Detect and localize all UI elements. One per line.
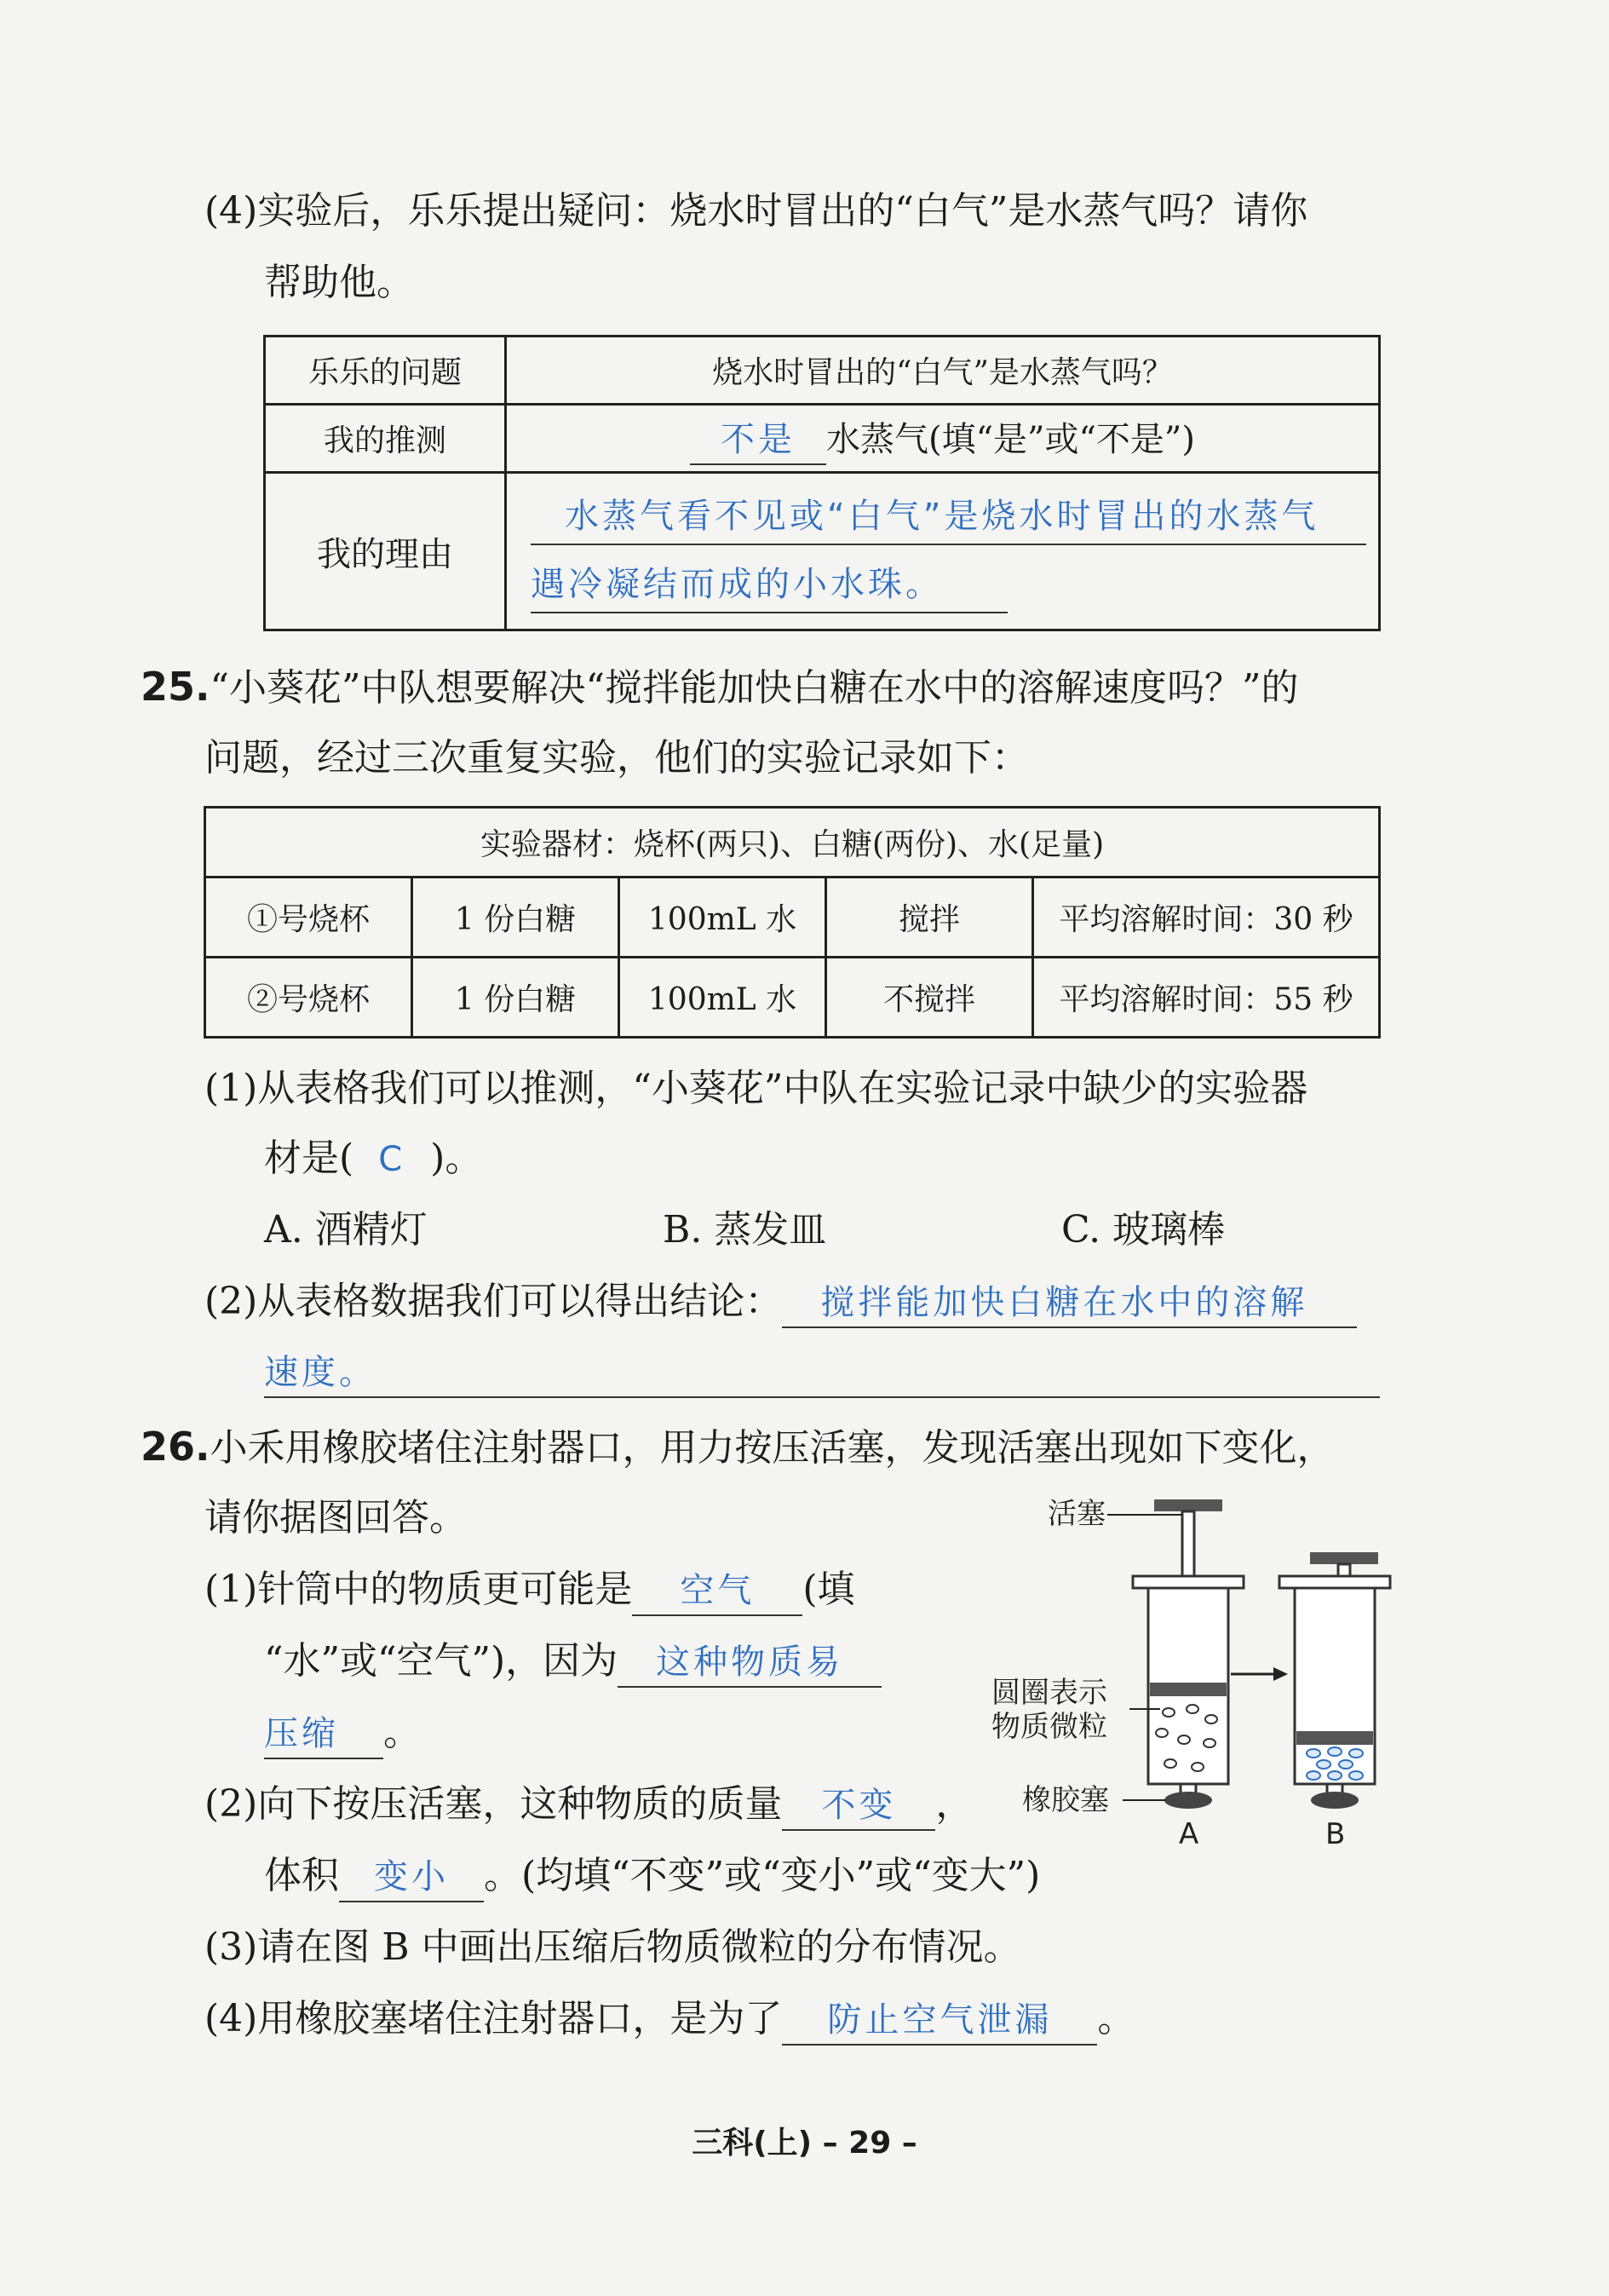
q25-stem-text: “小葵花”中队想要解决“搅拌能加快白糖在水中的溶解速度吗？”的 <box>210 666 1299 710</box>
label-a: A <box>1179 1817 1199 1851</box>
q25-cell: 1 份白糖 <box>412 878 619 958</box>
q25-cell: 100mL 水 <box>619 958 826 1038</box>
syringe-figure <box>980 1482 1405 1857</box>
q26-p1-prefix: (1)针筒中的物质更可能是 <box>204 1568 633 1611</box>
q26-p2-answer2: 变小 <box>374 1857 449 1896</box>
q26-p1-suffix: (填 <box>802 1568 855 1611</box>
q24-part4-line2: 帮助他。 <box>264 261 414 304</box>
q26-p1-end: 。 <box>383 1711 421 1754</box>
q26-part1-line1 <box>204 1564 855 1616</box>
syringe-a <box>1133 1499 1244 1809</box>
q26-stem-line1 <box>141 1421 1335 1474</box>
q25-cell: 1 份白糖 <box>412 958 619 1038</box>
q25-stem-line1 <box>141 661 1298 714</box>
label-particles-2: 物质微粒 <box>991 1710 1107 1744</box>
label-particles-1: 圆圈表示 <box>991 1676 1107 1710</box>
q25-option-c[interactable]: C. 玻璃棒 <box>1061 1208 1226 1252</box>
q26-stem-text: 小禾用橡胶堵住注射器口，用力按压活塞，发现活塞出现如下变化， <box>210 1426 1335 1470</box>
syringe-a-piston-handle <box>1154 1499 1222 1511</box>
q25-part2-answer-2: 速度。 <box>264 1353 376 1392</box>
q26-p4-answer: 防止空气泄漏 <box>827 2000 1053 2040</box>
q25-part1-answer[interactable]: C <box>378 1140 406 1179</box>
label-stopper: 橡胶塞 <box>1022 1783 1109 1817</box>
q25-cell: 平均溶解时间：55 秒 <box>1033 958 1380 1038</box>
q25-part2-line1 <box>204 1276 1357 1328</box>
q24-row3-label: 我的理由 <box>265 473 506 630</box>
q25-stem-line2: 问题，经过三次重复实验，他们的实验记录如下： <box>204 736 1029 780</box>
q26-p1-reason-blank-2[interactable] <box>264 1709 383 1759</box>
q24-reason-blank-2[interactable] <box>531 557 1008 613</box>
q26-p1-answer: 空气 <box>680 1571 756 1610</box>
q24-guess-blank[interactable] <box>690 416 826 465</box>
q26-p4-blank[interactable] <box>782 1995 1097 2046</box>
q26-p4-prefix: (4)用橡胶塞堵住注射器口，是为了 <box>204 1997 783 2040</box>
label-b: B <box>1325 1817 1346 1851</box>
q26-p2-blank-1[interactable] <box>782 1781 935 1831</box>
q25-cell: 100mL 水 <box>619 878 826 958</box>
q25-table <box>204 806 1381 1039</box>
q24-row2-label: 我的推测 <box>265 405 506 473</box>
q26-p2-line2-suffix: 。(均填“不变”或“变小”或“变大”) <box>484 1854 1041 1897</box>
syringe-b-rubber-stopper <box>1311 1792 1359 1809</box>
q25-part1-prefix: 材是( <box>264 1136 354 1180</box>
q24-part4-line1: (4)实验后，乐乐提出疑问：烧水时冒出的“白气”是水蒸气吗？请你 <box>204 189 1308 233</box>
syringe-b-piston-handle <box>1310 1552 1378 1564</box>
q25-part2-answer-1: 搅拌能加快白糖在水中的溶解 <box>820 1283 1308 1322</box>
q24-reason-blank-1[interactable] <box>531 489 1366 545</box>
q26-p1-answer2: 这种物质易 <box>656 1643 844 1682</box>
arrow-head <box>1273 1667 1288 1681</box>
q25-option-a[interactable]: A. 酒精灯 <box>264 1208 428 1252</box>
q24-row1-label: 乐乐的问题 <box>265 337 506 405</box>
q26-part4 <box>204 1994 1135 2046</box>
q26-part3: (3)请在图 B 中画出压缩后物质微粒的分布情况。 <box>204 1925 1021 1969</box>
q26-p1-answer3: 压缩 <box>264 1714 339 1753</box>
q25-cell: 搅拌 <box>826 878 1033 958</box>
q25-part1-suffix: )。 <box>430 1136 483 1180</box>
q25-cell: ①号烧杯 <box>205 878 412 958</box>
q25-part1-line2 <box>264 1133 482 1185</box>
q26-p4-end: 。 <box>1097 1997 1135 2040</box>
q26-p2-line2-prefix: 体积 <box>264 1854 339 1897</box>
q26-part1-line2 <box>264 1636 882 1688</box>
q25-part2-prefix: (2)从表格数据我们可以得出结论： <box>204 1280 783 1323</box>
syringe-b-flange <box>1279 1576 1390 1588</box>
q25-part2-blank-2[interactable] <box>264 1348 1380 1398</box>
syringe-a-piston-head <box>1150 1683 1227 1696</box>
q24-row2-cell <box>506 405 1380 473</box>
q25-part2-blank-1[interactable] <box>782 1278 1357 1328</box>
q25-cell: ②号烧杯 <box>205 958 412 1038</box>
q24-guess-answer: 不是 <box>720 419 796 459</box>
q26-number: 26. <box>141 1424 210 1470</box>
q26-part2-line2 <box>264 1850 1040 1902</box>
q26-p2-prefix: (2)向下按压活塞，这种物质的质量 <box>204 1782 783 1826</box>
label-piston: 活塞 <box>1048 1497 1106 1531</box>
syringe-a-flange <box>1133 1576 1244 1588</box>
q24-row2-suffix: 水蒸气(填“是”或“不是”) <box>825 419 1195 459</box>
q24-reason-answer-1: 水蒸气看不见或“白气”是烧水时冒出的水蒸气 <box>565 497 1319 536</box>
q26-part2-line1 <box>204 1779 973 1831</box>
q26-stem-line2: 请你据图回答。 <box>204 1496 467 1539</box>
q25-cell: 平均溶解时间：30 秒 <box>1033 878 1380 958</box>
q25-part2-line2 <box>264 1346 1380 1398</box>
q24-table <box>263 335 1381 631</box>
page-footer: 三科(上) – 29 – <box>692 2126 917 2161</box>
q25-cell: 不搅拌 <box>826 958 1033 1038</box>
q26-p2-blank-2[interactable] <box>339 1852 484 1902</box>
q26-p2-answer1: 不变 <box>821 1786 897 1825</box>
syringe-b <box>1279 1552 1390 1809</box>
syringe-a-rubber-stopper <box>1164 1792 1212 1809</box>
q26-p2-comma: ， <box>935 1782 974 1826</box>
q25-table-header: 实验器材：烧杯(两只)、白糖(两份)、水(足量) <box>205 808 1380 878</box>
q26-p1-line2-prefix: “水”或“空气”)，因为 <box>264 1639 618 1683</box>
q26-p1-reason-blank[interactable] <box>618 1637 882 1688</box>
syringe-b-piston-head <box>1296 1731 1373 1745</box>
q25-part1-line1: (1)从表格我们可以推测，“小葵花”中队在实验记录中缺少的实验器 <box>204 1067 1308 1110</box>
q26-part1-line3 <box>264 1707 421 1759</box>
q26-p1-blank[interactable] <box>632 1566 802 1616</box>
q25-number: 25. <box>141 664 210 710</box>
q24-reason-cell <box>506 473 1380 630</box>
q24-row1-value: 烧水时冒出的“白气”是水蒸气吗？ <box>506 337 1380 405</box>
q25-option-b[interactable]: B. 蒸发皿 <box>663 1208 827 1252</box>
q24-reason-answer-2: 遇冷凝结而成的小水珠。 <box>531 565 943 604</box>
